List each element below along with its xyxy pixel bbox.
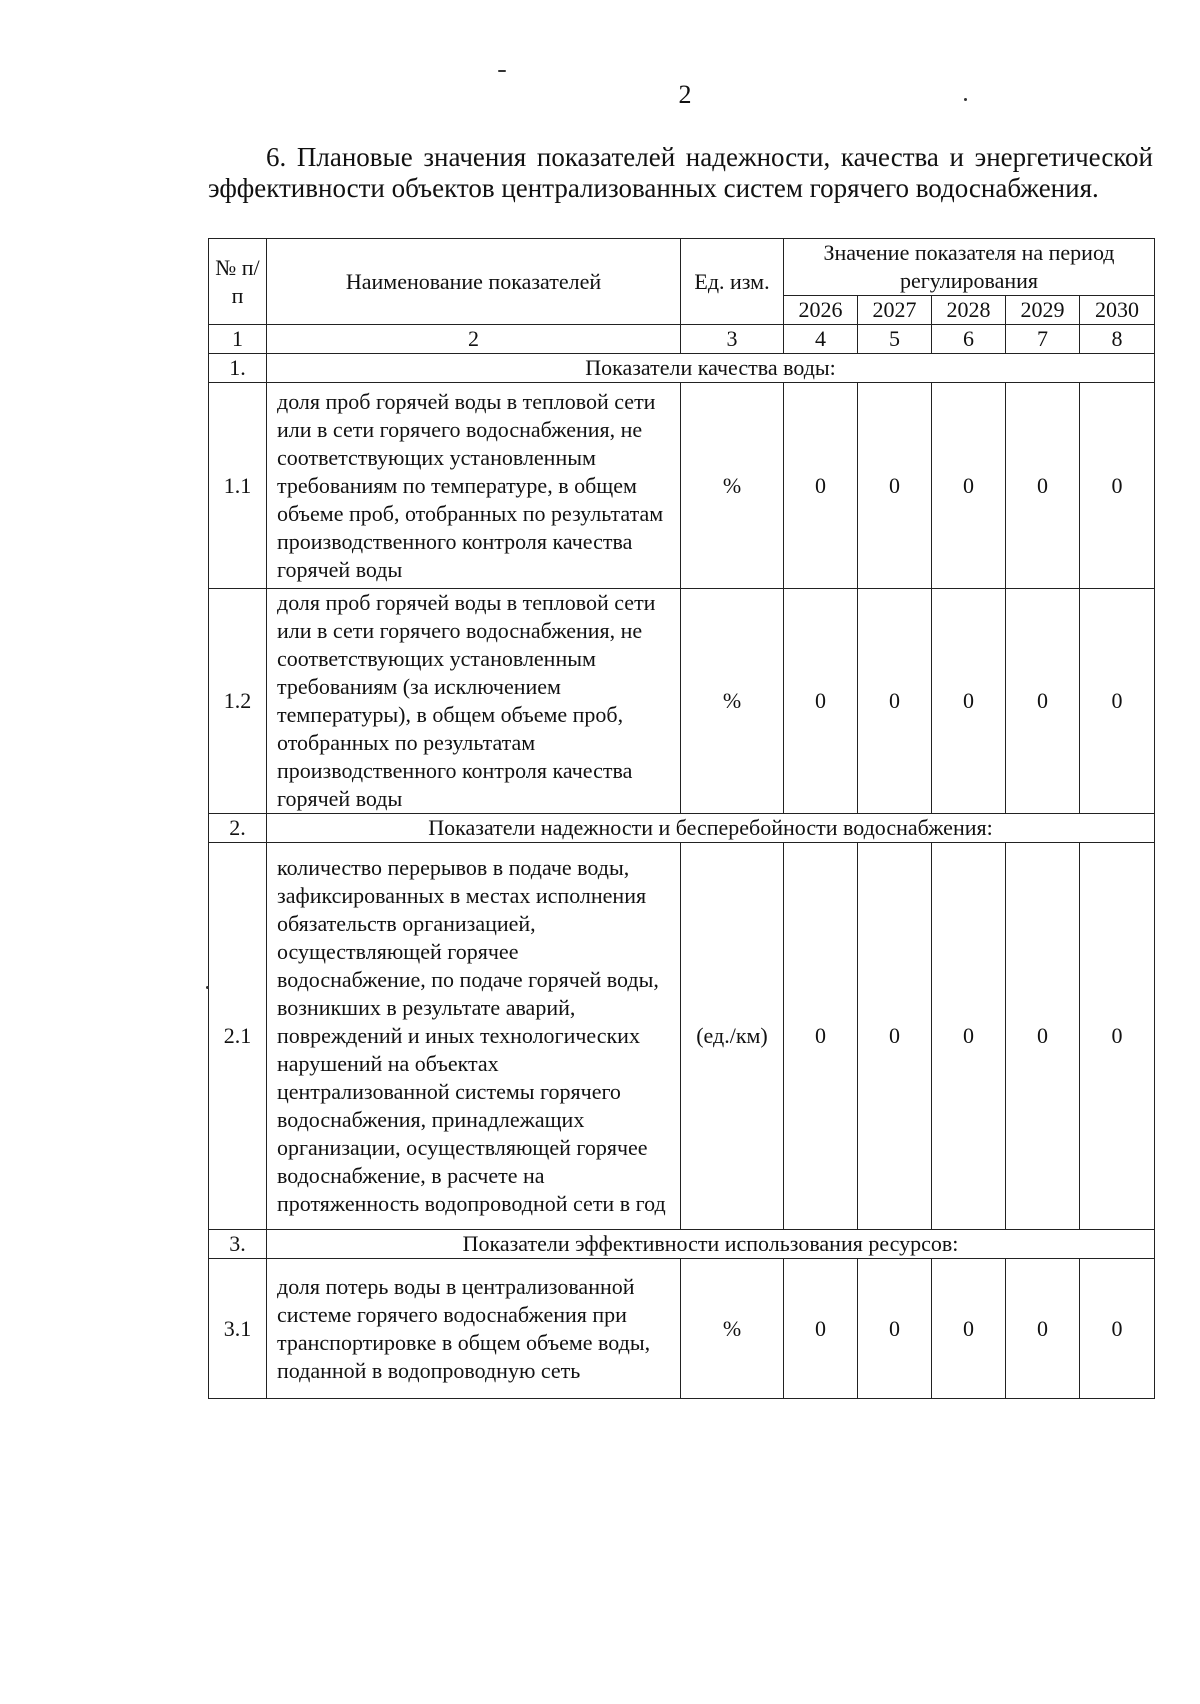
indicator-unit: % [681,383,784,589]
column-number: 2 [267,325,681,354]
column-number: 1 [209,325,267,354]
indicator-value: 0 [784,589,858,814]
indicator-name: доля потерь воды в централизованной системе горячего водоснабжения при транспортировке в общем объеме воды, поданной в водопроводную сеть [267,1259,681,1399]
section-number: 1. [209,354,267,383]
header-name-col: Наименование показателей [267,239,681,325]
indicator-value: 0 [932,1259,1006,1399]
header-unit-col: Ед. изм. [681,239,784,325]
indicator-value: 0 [1006,589,1080,814]
table-row [209,843,1155,1230]
header-year: 2027 [858,296,932,325]
indicator-value: 0 [858,589,932,814]
indicator-value: 0 [932,589,1006,814]
indicator-value: 0 [932,843,1006,1230]
indicator-value: 0 [858,843,932,1230]
scan-speck [206,986,209,989]
section-row [209,814,1155,843]
page-number: 2 [678,80,692,109]
section-title: Показатели эффективности использования ресурсов: [267,1230,1155,1259]
indicator-name: доля проб горячей воды в тепловой сети или в сети горячего водоснабжения, не соответствующих установленным требованиям по температуре, в общем объеме проб, отобранных по результатам производственного контроля качества горячей воды [267,383,681,589]
table-row [209,589,1155,814]
indicator-value: 0 [784,383,858,589]
column-number: 5 [858,325,932,354]
column-number: 6 [932,325,1006,354]
indicator-value: 0 [1006,383,1080,589]
header-num-col: № п/п [209,239,267,325]
column-number: 3 [681,325,784,354]
section-number: 2. [209,814,267,843]
indicator-value: 0 [1006,1259,1080,1399]
indicator-unit: % [681,589,784,814]
row-number: 1.2 [209,589,267,814]
table-row [209,1259,1155,1399]
column-number: 8 [1080,325,1155,354]
indicator-value: 0 [858,383,932,589]
scan-speck [964,98,967,101]
indicator-value: 0 [1080,843,1155,1230]
section-intro-text: 6. Плановые значения показателей надежности, качества и энергетической эффективности объектов централизованных систем горячего водоснабжения. [208,142,1153,203]
section-row [209,1230,1155,1259]
row-number: 1.1 [209,383,267,589]
table-row [209,383,1155,589]
column-number: 7 [1006,325,1080,354]
header-period-col: Значение показателя на период регулирования [784,239,1155,296]
row-number: 2.1 [209,843,267,1230]
column-number: 4 [784,325,858,354]
indicator-value: 0 [932,383,1006,589]
indicator-value: 0 [784,1259,858,1399]
indicators-table [208,238,1155,1399]
section-title: Показатели качества воды: [267,354,1155,383]
indicator-name: доля проб горячей воды в тепловой сети или в сети горячего водоснабжения, не соответствующих установленным требованиям (за исключением температуры), в общем объеме проб, отобранных по результатам производственного контроля качества горячей воды [267,589,681,814]
indicator-value: 0 [1006,843,1080,1230]
indicator-value: 0 [1080,589,1155,814]
indicator-value: 0 [858,1259,932,1399]
section-number: 3. [209,1230,267,1259]
header-year: 2030 [1080,296,1155,325]
indicator-value: 0 [1080,383,1155,589]
scan-speck [498,70,506,72]
column-number-row [209,325,1155,354]
indicator-value: 0 [784,843,858,1230]
indicator-unit: (ед./км) [681,843,784,1230]
indicator-name: количество перерывов в подаче воды, зафиксированных в местах исполнения обязательств организацией, осуществляющей горячее водоснабжение, по подаче горячей воды, возникших в результате аварий, повреждений и иных технологических нарушений на объектах централизованной системы горячего водоснабжения, принадлежащих организации, осуществляющей горячее водоснабжение, в расчете на протяженность водопроводной сети в год [267,843,681,1230]
header-year: 2029 [1006,296,1080,325]
header-year: 2026 [784,296,858,325]
indicator-unit: % [681,1259,784,1399]
row-number: 3.1 [209,1259,267,1399]
header-year: 2028 [932,296,1006,325]
indicator-value: 0 [1080,1259,1155,1399]
section-row [209,354,1155,383]
section-title: Показатели надежности и бесперебойности водоснабжения: [267,814,1155,843]
